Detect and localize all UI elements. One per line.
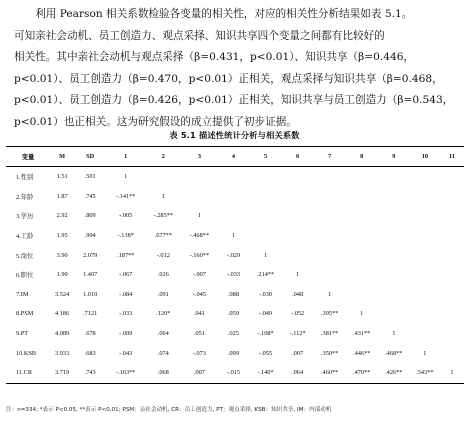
header-col-6: 6 xyxy=(282,147,314,167)
row-variable-label: 1.性别 xyxy=(16,174,34,182)
table-cell: -.468** xyxy=(189,232,210,240)
table-cell xyxy=(410,285,440,305)
table-cell xyxy=(181,187,217,207)
table-cell: -.052 xyxy=(291,310,305,318)
header-col-2: 2 xyxy=(145,147,181,167)
table-cell: -.045 xyxy=(192,290,206,298)
header-col-10: 10 xyxy=(410,147,440,167)
table-cell: 1 xyxy=(296,271,300,279)
correlation-table xyxy=(6,146,464,384)
row-variable-label: 6.职位 xyxy=(16,272,34,280)
table-cell: -.140* xyxy=(250,363,282,383)
table-cell xyxy=(314,245,346,265)
table-cell: .678 xyxy=(84,330,96,338)
table-cell: .470** xyxy=(346,363,378,383)
header-variable: 变量 xyxy=(6,147,50,167)
table-cell: -.030 xyxy=(258,290,273,298)
table-row xyxy=(6,343,464,363)
table-cell: -.029 xyxy=(226,251,241,259)
table-cell: .187** xyxy=(117,251,135,259)
table-row xyxy=(6,226,464,246)
table-cell: .099 xyxy=(227,349,239,357)
table-row xyxy=(6,167,464,187)
row-variable-label: 10.KSB xyxy=(16,349,37,357)
table-cell: 2.079 xyxy=(83,251,98,259)
table-cell xyxy=(410,167,440,187)
table-cell: -.055 xyxy=(258,349,273,357)
table-cell: 4.186 xyxy=(55,310,70,318)
table-cell: .446** xyxy=(353,349,371,357)
table-cell: 1.407 xyxy=(83,271,98,279)
table-cell xyxy=(378,285,410,305)
table-cell: .064 xyxy=(157,330,169,338)
table-cell: .026 xyxy=(157,271,169,279)
table-cell xyxy=(217,167,249,187)
table-cell: -.067 xyxy=(119,271,133,279)
table-cell: 1 xyxy=(263,251,268,259)
table-cell: -.163** xyxy=(106,363,145,383)
table-cell xyxy=(440,226,464,246)
row-variable-label: 2.年龄 xyxy=(16,193,34,201)
table-cell: .743 xyxy=(74,363,106,383)
table-cell: -.141** xyxy=(116,192,136,200)
header-col-7: 7 xyxy=(314,147,346,167)
table-cell xyxy=(346,206,378,226)
header-sd: SD xyxy=(74,147,106,167)
table-cell xyxy=(346,167,378,187)
paragraph-line: 相关性。其中亲社会动机与观点采择（β=0.431，p<0.01）、知识共享（β=0.446， xyxy=(14,51,415,64)
table-cell: .543** xyxy=(410,363,440,383)
table-cell xyxy=(217,187,249,207)
table-cell xyxy=(217,206,249,226)
table-row xyxy=(6,206,464,226)
table-row xyxy=(6,363,464,383)
table-cell: .007 xyxy=(292,349,304,357)
table-cell xyxy=(250,206,282,226)
table-cell xyxy=(440,187,464,207)
table-cell: .048 xyxy=(292,290,304,298)
table-cell: 4.089 xyxy=(55,330,70,338)
table-cell xyxy=(282,226,314,246)
row-variable-label: 9.PT xyxy=(16,330,29,338)
table-cell: -.033 xyxy=(226,271,241,279)
header-col-5: 5 xyxy=(250,147,282,167)
table-cell: 1 xyxy=(124,173,128,181)
row-variable-label: 5.岗位 xyxy=(16,252,34,260)
table-cell: .059 xyxy=(227,310,239,318)
table-cell xyxy=(410,226,440,246)
table-cell: 1.95 xyxy=(56,232,68,240)
table-cell: 1 xyxy=(328,290,332,298)
header-col-3: 3 xyxy=(181,147,217,167)
table-cell: -.073 xyxy=(192,349,206,357)
table-cell: 1 xyxy=(161,192,165,200)
table-cell: .007 xyxy=(181,363,217,383)
header-col-1: 1 xyxy=(106,147,145,167)
table-cell: 3.719 xyxy=(50,363,74,383)
table-cell: -.084 xyxy=(119,290,133,298)
table-cell: .460** xyxy=(314,363,346,383)
table-cell xyxy=(440,206,464,226)
table-cell xyxy=(250,226,282,246)
table-cell xyxy=(440,285,464,305)
body-paragraph xyxy=(14,4,462,134)
table-cell: .068 xyxy=(145,363,181,383)
table-cell: -.285** xyxy=(153,212,174,220)
table-cell: 1.90 xyxy=(56,271,68,279)
table-cell xyxy=(378,226,410,246)
table-cell xyxy=(346,265,378,285)
header-col-9: 9 xyxy=(378,147,410,167)
table-row xyxy=(6,245,464,265)
table-cell xyxy=(346,245,378,265)
table-cell: .683 xyxy=(84,349,96,357)
table-note: 注：n=334; *表示 P<0.05, **表示 P<0.01; PSM：亲社会动机, CR：员工创造力, PT：观点采择, KSB：知识共享, IM：内部动机 xyxy=(6,407,332,413)
table-cell: 1 xyxy=(440,363,464,383)
table-row xyxy=(6,285,464,305)
table-cell: .426** xyxy=(378,363,410,383)
table-cell: .064 xyxy=(282,363,314,383)
table-cell xyxy=(314,206,346,226)
table-row xyxy=(6,265,464,285)
header-col-11: 11 xyxy=(440,147,464,167)
table-cell: .074 xyxy=(157,349,169,357)
table-cell xyxy=(282,206,314,226)
table-cell: .025 xyxy=(227,330,239,338)
table-cell: -.160** xyxy=(189,251,210,259)
table-cell: .051 xyxy=(193,330,205,338)
row-variable-label: 3.学历 xyxy=(16,213,34,221)
table-cell: 1 xyxy=(423,349,427,357)
table-row xyxy=(6,187,464,207)
header-mean: M xyxy=(50,147,74,167)
table-cell xyxy=(145,167,181,187)
table-cell: 1.87 xyxy=(56,192,68,200)
table-cell: .381** xyxy=(320,330,339,338)
table-cell xyxy=(181,167,217,187)
table-cell xyxy=(410,304,440,324)
table-row xyxy=(6,324,464,344)
table-cell: 1.51 xyxy=(56,173,68,181)
paragraph-line: p<0.01）、员工创造力（β=0.470，p<0.01）正相关，观点采择与知识共享（β=0.468， xyxy=(14,72,443,85)
table-cell xyxy=(346,285,378,305)
table-cell xyxy=(410,245,440,265)
table-cell: 1 xyxy=(197,212,201,220)
table-cell xyxy=(440,245,464,265)
table-cell xyxy=(314,265,346,285)
row-variable-label: 11.CR xyxy=(6,363,50,383)
table-cell xyxy=(410,187,440,207)
table-cell xyxy=(346,226,378,246)
table-cell: .7121 xyxy=(83,310,98,318)
table-cell: -.108* xyxy=(257,330,274,338)
table-cell: -.015 xyxy=(217,363,249,383)
table-cell xyxy=(410,206,440,226)
table-cell: -.112* xyxy=(289,330,306,338)
table-cell xyxy=(440,167,464,187)
table-header-row xyxy=(6,147,464,167)
table-cell xyxy=(440,324,464,344)
header-col-4: 4 xyxy=(217,147,249,167)
table-cell xyxy=(346,187,378,207)
paragraph-line: 可知亲社会动机、员工创造力、观点采择、知识共享四个变量之间都有比较好的 xyxy=(14,29,385,42)
table-cell xyxy=(440,343,464,363)
table-cell: -.033 xyxy=(119,310,133,318)
table-cell: 2.92 xyxy=(56,212,68,220)
table-cell: -.049 xyxy=(258,310,273,318)
table-cell: .501 xyxy=(84,173,96,181)
table-cell: .994 xyxy=(84,232,96,240)
table-cell xyxy=(282,187,314,207)
table-cell: 1.010 xyxy=(83,290,98,298)
table-cell: .745 xyxy=(84,192,96,200)
table-cell xyxy=(410,265,440,285)
table-caption: 表 5.1 描述性统计分析与相关系数 xyxy=(169,130,300,140)
table-cell: 1 xyxy=(392,330,396,338)
table-cell xyxy=(282,245,314,265)
table-cell: .677** xyxy=(154,232,172,240)
table-cell xyxy=(440,304,464,324)
table-cell: .214** xyxy=(256,271,275,279)
table-cell xyxy=(250,167,282,187)
paragraph-line: 利用 Pearson 相关系数检验各变量的相关性，对应的相关性分析结果如表 5.1。 xyxy=(14,8,413,20)
table-cell xyxy=(314,226,346,246)
table-cell: -.005 xyxy=(119,212,133,220)
table-cell xyxy=(314,167,346,187)
table-cell: .809 xyxy=(84,212,96,220)
table-cell: .120* xyxy=(156,310,171,318)
table-cell: 3.90 xyxy=(56,251,68,259)
table-cell: .091 xyxy=(157,290,169,298)
row-variable-label: 4.工龄 xyxy=(16,233,34,241)
table-body xyxy=(6,167,464,384)
table-cell: 1 xyxy=(231,232,236,240)
table-cell xyxy=(378,206,410,226)
table-cell: 3.933 xyxy=(55,349,70,357)
table-cell: -.009 xyxy=(119,330,133,338)
table-cell: 1 xyxy=(360,310,364,318)
table-cell xyxy=(378,187,410,207)
paragraph-line: p<0.01）、员工创造力（β=0.426，p<0.01）正相关，知识共享与员工创造力（β=0.543， xyxy=(14,94,454,107)
row-variable-label: 7.IM xyxy=(16,290,29,298)
table-cell xyxy=(378,245,410,265)
table-cell: .431** xyxy=(353,330,371,338)
table-cell: -.043 xyxy=(119,349,133,357)
table-cell: .468** xyxy=(385,349,403,357)
table-cell xyxy=(250,187,282,207)
table-row xyxy=(6,304,464,324)
table-cell xyxy=(378,265,410,285)
table-cell xyxy=(410,324,440,344)
table-cell: 3.524 xyxy=(55,290,70,298)
header-col-8: 8 xyxy=(346,147,378,167)
table-cell: .088 xyxy=(227,290,239,298)
table-cell: .350** xyxy=(320,349,339,357)
table-cell: .395** xyxy=(320,310,339,318)
table-cell: -.138* xyxy=(117,232,134,240)
paragraph-line: p<0.01）也正相关。这为研究假设的成立提供了初步证据。 xyxy=(14,115,297,128)
table-cell xyxy=(282,167,314,187)
table-cell: -.012 xyxy=(156,251,170,259)
table-cell xyxy=(440,265,464,285)
row-variable-label: 8.PSM xyxy=(16,310,34,318)
table-cell xyxy=(378,167,410,187)
table-cell: -.007 xyxy=(192,271,206,279)
table-cell xyxy=(314,187,346,207)
table-cell: .041 xyxy=(193,310,205,318)
table-cell xyxy=(378,304,410,324)
